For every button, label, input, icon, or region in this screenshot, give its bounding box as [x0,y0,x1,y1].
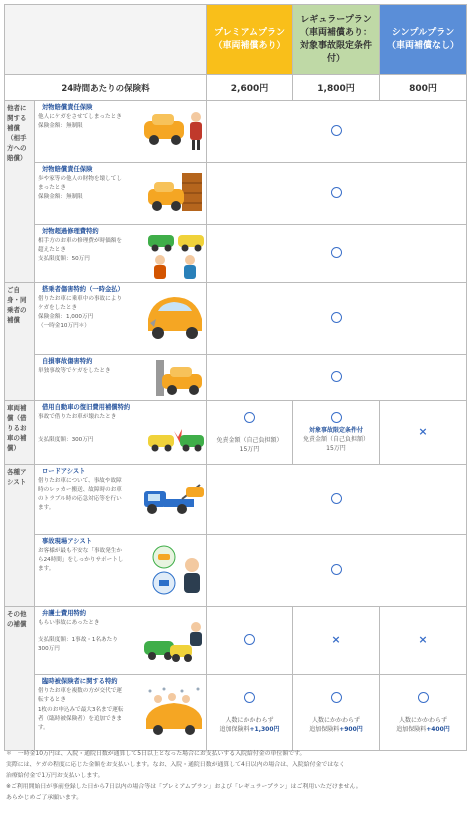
fee-amount: +400円 [426,725,450,733]
footnote-line: ※ご利用開始日が事前登録した日から7日以内の場合等は「プレミアムプラン」および「レギュラープラン」はご利用いただけません。 [6,784,362,790]
deductible-amount: 15万円 [239,445,260,453]
passenger-coverage-cell [207,283,467,355]
item-description: 他人にケガをさせてしまったとき [38,114,122,120]
covered-mark-icon [418,692,429,703]
premium-plan-header [207,5,293,75]
support-staff-illustration [150,543,206,599]
price-row [5,75,467,101]
item-title: 事故現場アシスト [42,538,92,545]
category-other: その他の補償 [5,607,35,751]
item-description: 歩や家等の他人の財物を壊してしまったとき [38,176,122,191]
item-description: 単独事故等でケガをしたとき [38,368,111,374]
item-description: もらい事故にあったとき [38,620,100,626]
category-occupant: ご自身・同乗者の補償 [5,283,35,401]
deductible-label: 免責金額（自己負担額） [302,436,369,443]
item-title: 弁護士費用特約 [42,610,87,617]
not-covered-mark-icon: × [331,633,341,646]
item-title: ロードアシスト [42,468,86,475]
excess-coverage-cell [207,225,467,283]
car-wall-illustration [146,169,206,215]
covered-mark-icon [331,187,342,198]
row-selfaccident [5,355,467,401]
covered-mark-icon [331,312,342,323]
item-selfaccident [35,355,207,401]
row-excess [5,225,467,283]
regular-plan-note-1: （車両補償あり： [299,27,372,38]
item-note: （一時金10万円＊） [38,323,90,329]
rental-regular-cell [293,401,380,465]
item-limit: 保険金額：無制限 [38,123,83,129]
limited-condition-label: 対象事故限定条件付 [308,427,363,434]
selfaccident-coverage-cell [207,355,467,401]
item-excess [35,225,207,283]
lawyer-premium-cell [207,607,293,675]
fee-prefix: 追加保険料 [219,725,250,733]
driver-count-label: 人数にかかわらず [398,716,447,724]
item-title: 対物賠償責任保険 [42,104,93,111]
covered-mark-icon [331,493,342,504]
price-label: 24時間あたりの保険料 [5,75,207,101]
road-coverage-cell [207,465,467,535]
tow-truck-illustration [142,477,206,517]
item-title: 搭乗者傷害特約（一時金払） [42,286,124,293]
deductible-amount: 15万円 [326,445,346,452]
car-crash-illustration [142,107,206,153]
footnote-line: ＊ 一時金10万円は、入院・通院日数が通算して5日以上となった場合にお支払いする入院給付金の単位額です。 [6,751,306,757]
fee-prefix: 追加保険料 [309,725,340,733]
property-coverage-cell [207,163,467,225]
additional-fee-premium [207,725,292,734]
row-road [5,465,467,535]
item-limit: 保険金額：1,000万円 [38,314,94,320]
row-property [5,163,467,225]
lawyer-car-illustration [142,619,206,667]
covered-mark-icon [331,564,342,575]
item-description: 借りたお車を複数の方が交代で運転するとき [38,688,122,703]
premium-price: 2,600円 [207,75,293,101]
regular-plan-name: レギュラープラン [300,14,372,25]
premium-plan-note: （車両補償あり） [213,40,286,51]
car-collision-illustration [146,425,206,457]
not-covered-mark-icon: × [418,425,428,438]
lawyer-regular-cell [293,607,380,675]
footnote-line: 治療給付金で1万円お支払いします。 [6,773,104,779]
item-scene [35,535,207,607]
covered-mark-icon [331,371,342,382]
item-note: 1枚のお申込みで最大3名まで運転者（臨時被保険者）を追加できます。 [38,707,124,731]
simple-plan-note: （車両補償なし） [386,40,459,51]
item-limit: 保険金額：無制限 [38,194,83,200]
simple-plan-name: シンプルプラン [391,27,455,38]
rental-simple-cell [380,401,467,465]
item-title: 対物賠償責任保険 [42,166,93,173]
item-title: 対物超過修理費特約 [42,228,99,235]
covered-mark-icon [331,692,342,703]
plan-header-row [5,5,467,75]
item-temp [35,675,207,751]
covered-mark-icon [244,634,255,645]
crashed-car-illustration [144,289,206,345]
item-title: 臨時被保険者に関する特約 [42,678,118,685]
item-limit: 支払限度額：50万円 [38,256,90,262]
car-pole-illustration [152,358,206,398]
bodily-coverage-cell [207,101,467,163]
covered-mark-icon [331,125,342,136]
row-bodily [5,101,467,163]
row-rental [5,401,467,465]
premium-plan-name: プレミアムプラン [213,27,285,38]
row-scene [5,535,467,607]
regular-plan-header [293,5,380,75]
regular-price: 1,800円 [293,75,380,101]
covered-mark-icon [331,412,342,423]
item-rental [35,401,207,465]
item-description: 事故で借りたお車が壊れたとき [38,414,117,420]
simple-plan-header [380,5,467,75]
not-covered-mark-icon: × [418,633,428,646]
item-lawyer [35,607,207,675]
item-limit: 支払限度額：1事故・1名あたり300万円 [38,637,118,652]
row-lawyer [5,607,467,675]
regular-plan-note-2: 対象事故限定条件 [299,40,372,51]
category-assist: 各種アシスト [5,465,35,607]
row-temp [5,675,467,751]
snow-car-illustration [142,685,206,737]
footnote-line: 実際には、ケガの程度に応じた金額をお支払いします。なお、入院・通院日数が通算して4日以内の場合は、入院給付金ではなく [6,762,345,768]
temp-premium-cell [207,675,293,751]
item-title: 自損事故傷害特約 [42,358,93,365]
deductible-label: 免責金額（自己負担額） [216,436,283,444]
temp-regular-cell [293,675,380,751]
rental-premium-cell [207,401,293,465]
simple-price: 800円 [380,75,467,101]
item-bodily [35,101,207,163]
category-liability: 他者に関する補償（相手方への賠償） [5,101,35,283]
additional-fee-simple [380,725,466,734]
covered-mark-icon [244,412,255,423]
temp-simple-cell [380,675,467,751]
fee-prefix: 追加保険料 [396,725,427,733]
footnotes [6,749,466,804]
covered-mark-icon [331,247,342,258]
item-description: 相手方のお車の修理費が時価額を超えたとき [38,238,122,253]
driver-count-label: 人数にかかわらず [311,716,360,724]
covered-mark-icon [244,692,255,703]
footnote-line: あらかじめご了承願います。 [6,795,83,801]
item-description: 借りたお車に乗車中の事故によりケガをしたとき [38,296,122,311]
fee-amount: +1,300円 [249,725,280,733]
item-title: 借用自動車の復旧費用補償特約 [42,404,131,411]
item-passenger [35,283,207,355]
row-passenger [5,283,467,355]
two-cars-illustration [146,229,206,279]
lawyer-simple-cell [380,607,467,675]
regular-plan-note-3: 付） [326,53,345,64]
scene-coverage-cell [207,535,467,607]
item-limit: 支払限度額：300万円 [38,437,94,443]
category-vehicle: 車両補償（借りるお車の補償） [5,401,35,465]
item-description: お客様が最も不安な「事故発生から24時間」をしっかりサポートします。 [38,548,124,572]
fee-amount: +900円 [339,725,363,733]
item-road [35,465,207,535]
item-description: 借りたお車について、事故や故障時のレッカー搬送、故障時のお車のトラブル時の応急対応等を行います。 [38,478,122,511]
driver-count-label: 人数にかかわらず [225,716,274,724]
insurance-plan-table [4,4,467,751]
header-empty-cell [5,5,207,75]
item-property [35,163,207,225]
additional-fee-regular [293,725,379,734]
